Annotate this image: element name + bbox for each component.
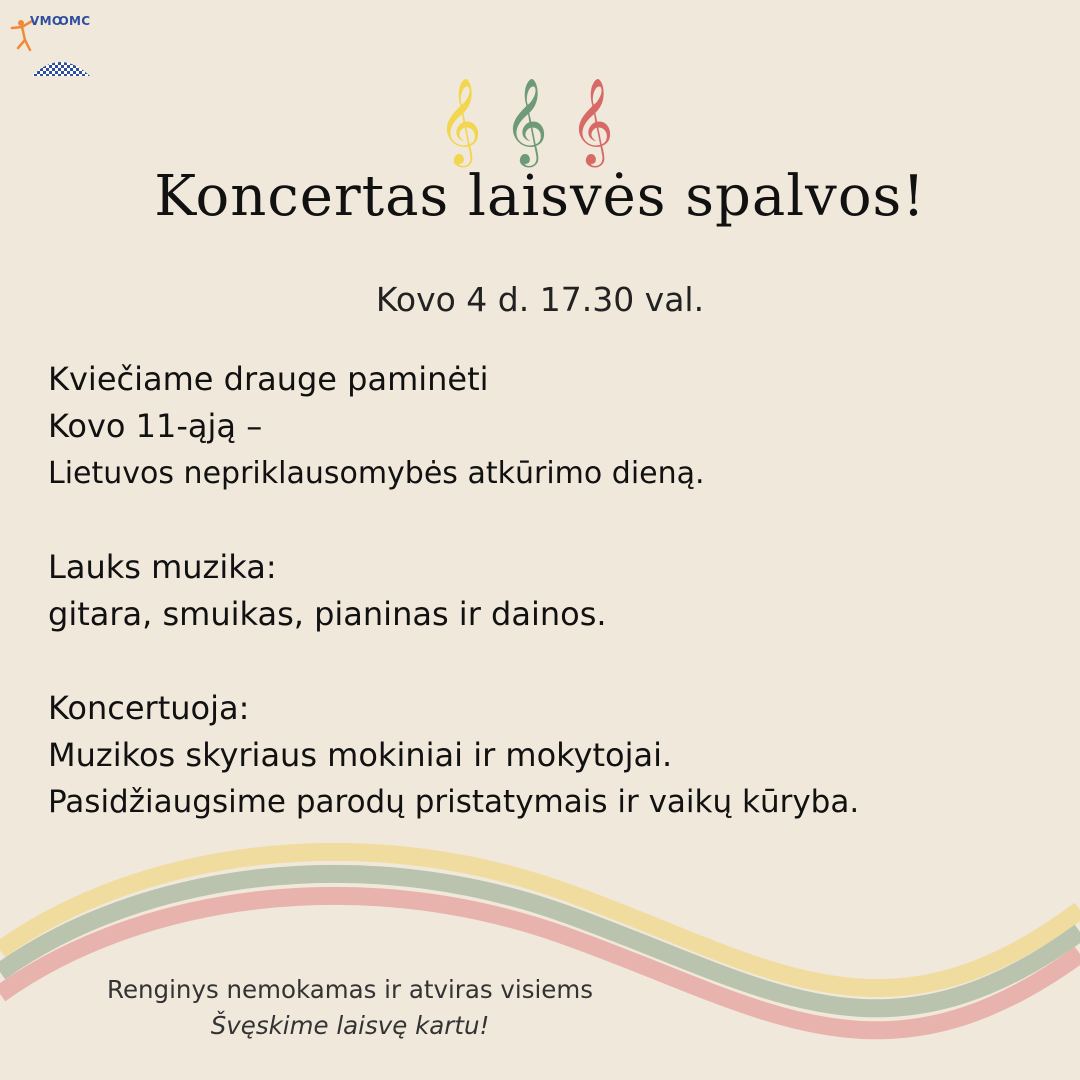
treble-clefs [438, 78, 628, 164]
poster-title: Koncertas laisvės spalvos! [154, 164, 926, 229]
treble-clef-yellow-icon: 𝄞 [438, 78, 482, 164]
event-description [48, 356, 1058, 826]
event-date: Kovo 4 d. 17.30 val. [375, 280, 705, 319]
invite-line-2: Kovo 11-ąją – [48, 407, 263, 445]
footer [0, 972, 700, 1044]
performers-line-1: Muzikos skyriaus mokiniai ir mokytojai. [48, 736, 673, 774]
performers-line-2: Pasidžiaugsime parodų pristatymais ir vaikų kūryba. [48, 784, 860, 820]
footer-line-1: Renginys nemokamas ir atviras visiems [107, 975, 593, 1004]
music-items: gitara, smuikas, pianinas ir dainos. [48, 595, 607, 633]
invite-line-1: Kviečiame drauge paminėti [48, 360, 489, 398]
music-label: Lauks muzika: [48, 548, 277, 586]
footer-line-2: Švęskime laisvę kartu! [210, 1011, 490, 1040]
logo-text: VMꝎMC [30, 14, 91, 28]
performers-label: Koncertuoja: [48, 689, 250, 727]
treble-clef-green-icon: 𝄞 [504, 78, 548, 164]
treble-clef-red-icon: 𝄞 [570, 78, 614, 164]
invite-line-3: Lietuvos nepriklausomybės atkūrimo dieną. [48, 456, 705, 491]
